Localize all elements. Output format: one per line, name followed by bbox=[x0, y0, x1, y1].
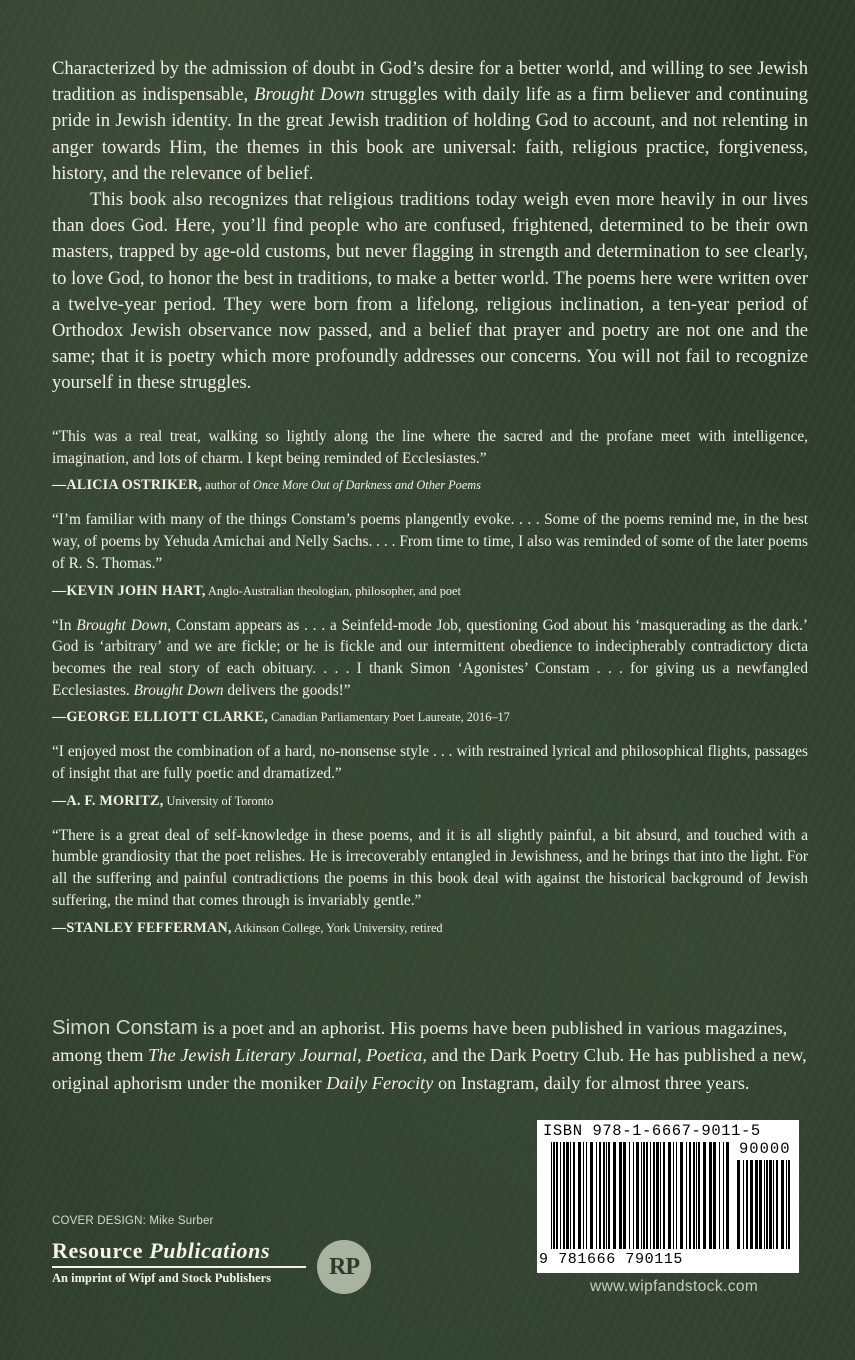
endorsement-attribution bbox=[52, 708, 808, 726]
author-bio-text: is a poet and an aphorist. His poems have been published in various magazines, among them The Jewish Literary Journal, Poetica, and the Dark Poetry Club. He has published a new, original aphorism under the moniker Daily Ferocity on Instagram, daily for almost three years. bbox=[52, 1018, 807, 1093]
description-paragraph-2: This book also recognizes that religious traditions today weigh even more heavily in our lives than does God. Here, you’ll find people who are confused, frightened, determined to be their own masters, trapped by age-old customs, but never flagging in strength and determination to see clearly, to love God, to honor the best in traditions, to make a better world. The poems here were written over a twelve-year period. They were born from a lifelong, religious inclination, a ten-year period of Orthodox Jewish observance now passed, and a belief that prayer and poetry are not one and the same; that it is poetry which more profoundly addresses our concerns. You will not fail to recognize yourself in these struggles. bbox=[52, 189, 808, 394]
endorsement bbox=[52, 509, 808, 599]
endorsement bbox=[52, 426, 808, 494]
endorsement-attribution bbox=[52, 476, 808, 494]
isbn-barcode bbox=[537, 1120, 799, 1273]
isbn-label: ISBN 978-1-6667-9011-5 bbox=[543, 1122, 761, 1140]
endorser-affiliation: Canadian Parliamentary Poet Laureate, 2016–17 bbox=[268, 710, 510, 725]
publisher-logo bbox=[52, 1238, 306, 1286]
endorser-name: —ALICIA OSTRIKER, bbox=[52, 477, 203, 494]
endorser-name: —A. F. MORITZ, bbox=[52, 792, 164, 809]
endorsement-attribution bbox=[52, 582, 808, 600]
endorsement bbox=[52, 615, 808, 727]
barcode-bars bbox=[551, 1142, 731, 1249]
endorser-affiliation: Anglo-Australian theologian, philosopher, and poet bbox=[205, 583, 461, 598]
endorser-affiliation: Atkinson College, York University, retired bbox=[231, 920, 443, 935]
endorsement bbox=[52, 825, 808, 937]
endorser-name: —STANLEY FEFFERMAN, bbox=[52, 919, 232, 936]
endorsement-text: “In Brought Down, Constam appears as . . . a Seinfeld-mode Job, questioning God about his ‘masquerading as the dark.’ God is ‘arbitrary’ and we are fickle; or he is fickle and our intermittent obedience to indecipherably contradictory dicta becomes the real story of each obituary. . . . I thank Simon ‘Agonistes’ Constam . . . for giving us a newfangled Ecclesiastes. Brought Down delivers the goods!” bbox=[52, 616, 808, 699]
description-paragraph-1: Characterized by the admission of doubt in God’s desire for a better world, and willing to see Jewish tradition as indispensable, Brought Down struggles with daily life as a firm believer and continuing pride in Jewish identity. In the great Jewish tradition of holding God to account, and not relenting in anger towards Him, the themes in this book are universal: faith, religious practice, forgiveness, history, and the relevance of belief. bbox=[52, 58, 808, 184]
barcode-addon-digits: 90000 bbox=[739, 1140, 791, 1158]
endorsement-text: “I’m familiar with many of the things Constam’s poems plangently evoke. . . . Some of the poems remind me, in the best way, of poems by Yehuda Amichai and Nelly Sachs. . . . From time to time, I also was reminded of some of the later poems of R. S. Thomas.” bbox=[52, 511, 808, 572]
publisher-rule bbox=[52, 1266, 306, 1268]
endorser-name: —KEVIN JOHN HART, bbox=[52, 582, 206, 599]
endorser-name: —GEORGE ELLIOTT CLARKE, bbox=[52, 709, 269, 726]
publisher-website: www.wipfandstock.com bbox=[590, 1278, 759, 1295]
description-block bbox=[52, 56, 808, 397]
endorsement-text: “I enjoyed most the combination of a hard, no-nonsense style . . . with restrained lyrical and philosophical flights, passages of insight that are fully poetic and dramatized.” bbox=[52, 743, 808, 783]
endorsement-attribution bbox=[52, 792, 808, 810]
author-bio bbox=[52, 1014, 808, 1097]
cover-design-credit: COVER DESIGN: Mike Surber bbox=[52, 1215, 214, 1227]
rp-logo-icon: RP bbox=[317, 1240, 371, 1294]
publisher-imprint: An imprint of Wipf and Stock Publishers bbox=[52, 1271, 272, 1285]
barcode-addon-bars bbox=[737, 1160, 793, 1249]
endorsement-text: “This was a real treat, walking so lightly along the line where the sacred and the profane meet with intelligence, imagination, and lots of charm. I kept being reminded of Ecclesiastes.” bbox=[52, 428, 808, 467]
endorsement bbox=[52, 741, 808, 809]
endorser-affiliation: author of Once More Out of Darkness and Other Poems bbox=[202, 478, 481, 493]
endorser-affiliation: University of Toronto bbox=[163, 793, 274, 808]
endorsement-attribution bbox=[52, 919, 808, 937]
endorsement-text: “There is a great deal of self-knowledge in these poems, and it is all slightly painful, a bit absurd, and touched with a humble grandiosity that the poet relishes. He is irrecoverably entangled in Jewishness, and he brings that into the light. For all the suffering and painful contradictions the poems in this book deal with against the historical background of Jewish suffering, the mind that comes through is invariably gentle.” bbox=[52, 826, 808, 909]
endorsements bbox=[52, 426, 808, 952]
barcode-digits: 9 781666 790115 bbox=[539, 1251, 684, 1268]
author-name: Simon Constam bbox=[52, 1016, 198, 1039]
publisher-name: Resource Publications bbox=[52, 1238, 271, 1263]
